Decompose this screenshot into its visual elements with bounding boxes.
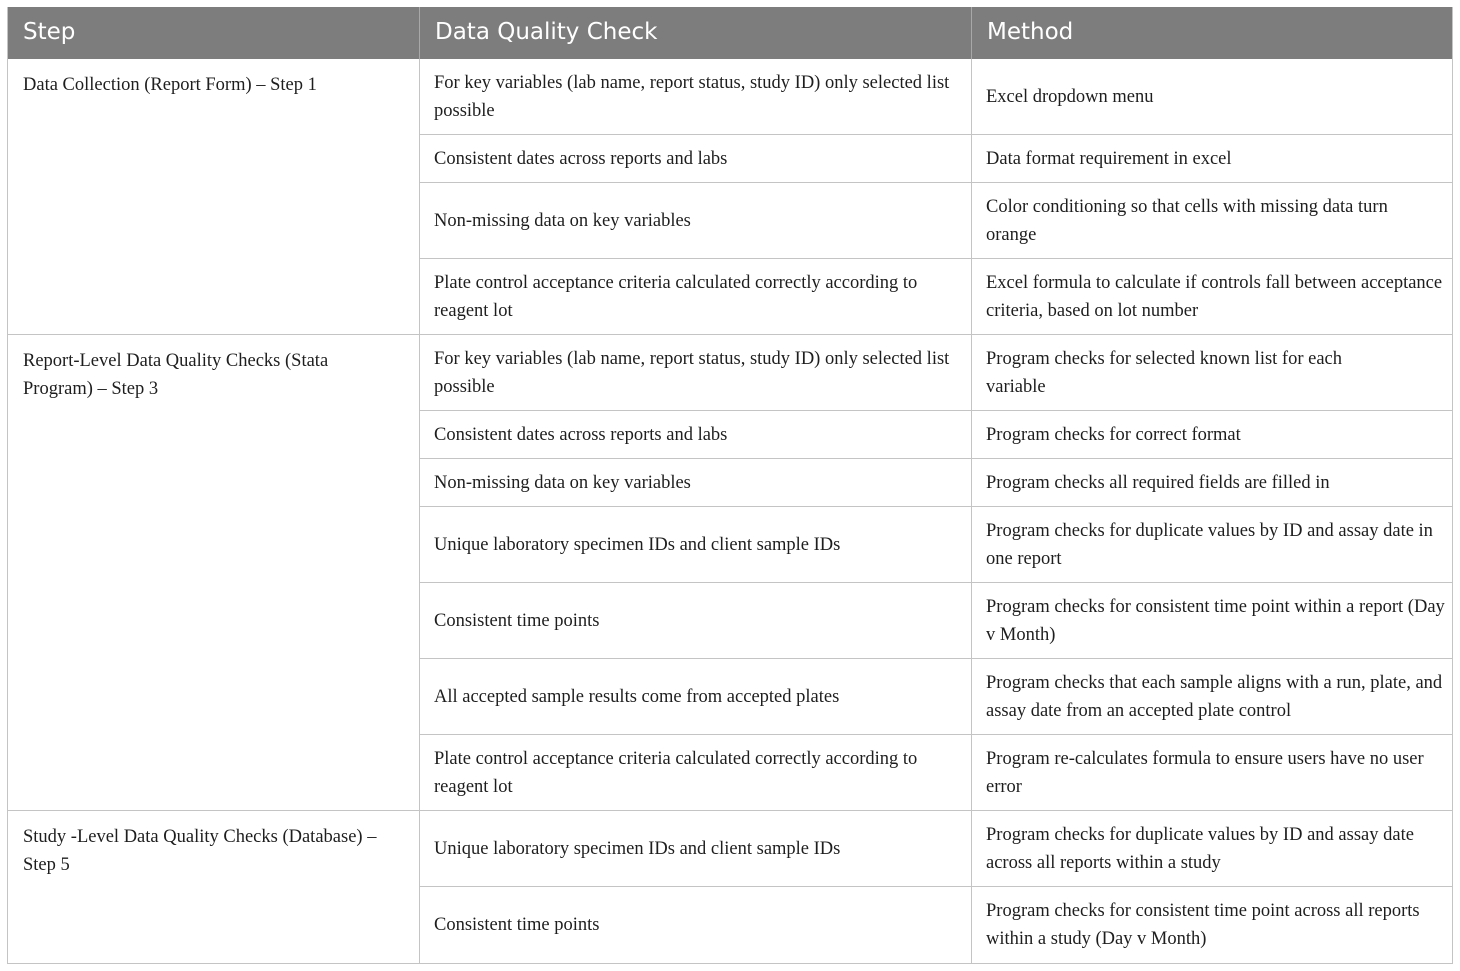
method-text: Program checks all required fields are filled in (986, 472, 1330, 493)
method-cell (986, 135, 1446, 182)
method-cell (986, 811, 1446, 886)
method-cell (986, 411, 1446, 458)
method-text: Excel dropdown menu (986, 86, 1154, 107)
check-text: Unique laboratory specimen IDs and client sample IDs (434, 838, 841, 859)
method-text: Program checks for duplicate values by ID and assay date across all reports within a study (986, 824, 1414, 873)
column-divider (419, 59, 420, 963)
check-cell (434, 59, 962, 134)
check-cell (434, 583, 962, 658)
method-cell (986, 335, 1366, 410)
check-text: Unique laboratory specimen IDs and client sample IDs (434, 534, 841, 555)
method-text: Program checks for consistent time point within a report (Day v Month) (986, 596, 1445, 645)
check-cell (434, 335, 962, 410)
method-cell (986, 259, 1446, 334)
header-step: Step (23, 19, 76, 45)
method-cell (986, 459, 1446, 506)
method-text: Program re-calculates formula to ensure users have no user error (986, 748, 1424, 797)
check-cell (434, 735, 962, 810)
column-divider (971, 59, 972, 963)
method-text: Color conditioning so that cells with missing data turn orange (986, 196, 1388, 245)
method-cell (986, 659, 1446, 734)
data-quality-table (7, 7, 1453, 964)
step-cell: Study -Level Data Quality Checks (Database) – Step 5 (23, 827, 377, 875)
check-cell (434, 507, 962, 582)
check-text: For key variables (lab name, report status, study ID) only selected list possible (434, 348, 950, 397)
check-cell (434, 659, 962, 734)
check-cell (434, 135, 962, 182)
method-text: Program checks for selected known list for each variable (986, 348, 1342, 397)
check-cell (434, 887, 962, 963)
check-text: Consistent time points (434, 610, 600, 631)
check-text: Plate control acceptance criteria calculated correctly according to reagent lot (434, 272, 918, 321)
method-text: Program checks for duplicate values by ID and assay date in one report (986, 520, 1433, 569)
header-data-quality-check: Data Quality Check (435, 19, 658, 45)
step-cell: Report-Level Data Quality Checks (Stata Program) – Step 3 (23, 351, 329, 399)
method-cell (986, 735, 1446, 810)
table-header (8, 7, 1452, 59)
method-cell (986, 887, 1446, 963)
check-cell (434, 411, 962, 458)
check-text: Consistent time points (434, 915, 600, 935)
check-cell (434, 259, 962, 334)
check-text: Non-missing data on key variables (434, 210, 691, 231)
method-cell (986, 583, 1446, 658)
header-method: Method (987, 19, 1074, 45)
check-cell (434, 459, 962, 506)
check-text: Consistent dates across reports and labs (434, 424, 728, 445)
check-text: All accepted sample results come from accepted plates (434, 686, 840, 707)
method-cell (986, 507, 1446, 582)
check-cell (434, 183, 962, 258)
method-text: Program checks that each sample aligns with a run, plate, and assay date from an accepted plate control (986, 672, 1443, 721)
method-text: Program checks for consistent time point across all reports within a study (Day v Month) (986, 901, 1420, 949)
method-text: Data format requirement in excel (986, 148, 1232, 169)
method-cell (986, 59, 1446, 134)
check-text: Non-missing data on key variables (434, 472, 691, 493)
check-text: Consistent dates across reports and labs (434, 148, 728, 169)
method-text: Program checks for correct format (986, 424, 1241, 445)
step-cell: Data Collection (Report Form) – Step 1 (23, 75, 317, 95)
check-cell (434, 811, 962, 886)
method-text: Excel formula to calculate if controls fall between acceptance criteria, based on lot number (986, 272, 1443, 321)
check-text: Plate control acceptance criteria calculated correctly according to reagent lot (434, 748, 918, 797)
check-text: For key variables (lab name, report status, study ID) only selected list possible (434, 72, 950, 121)
method-cell (986, 183, 1416, 258)
